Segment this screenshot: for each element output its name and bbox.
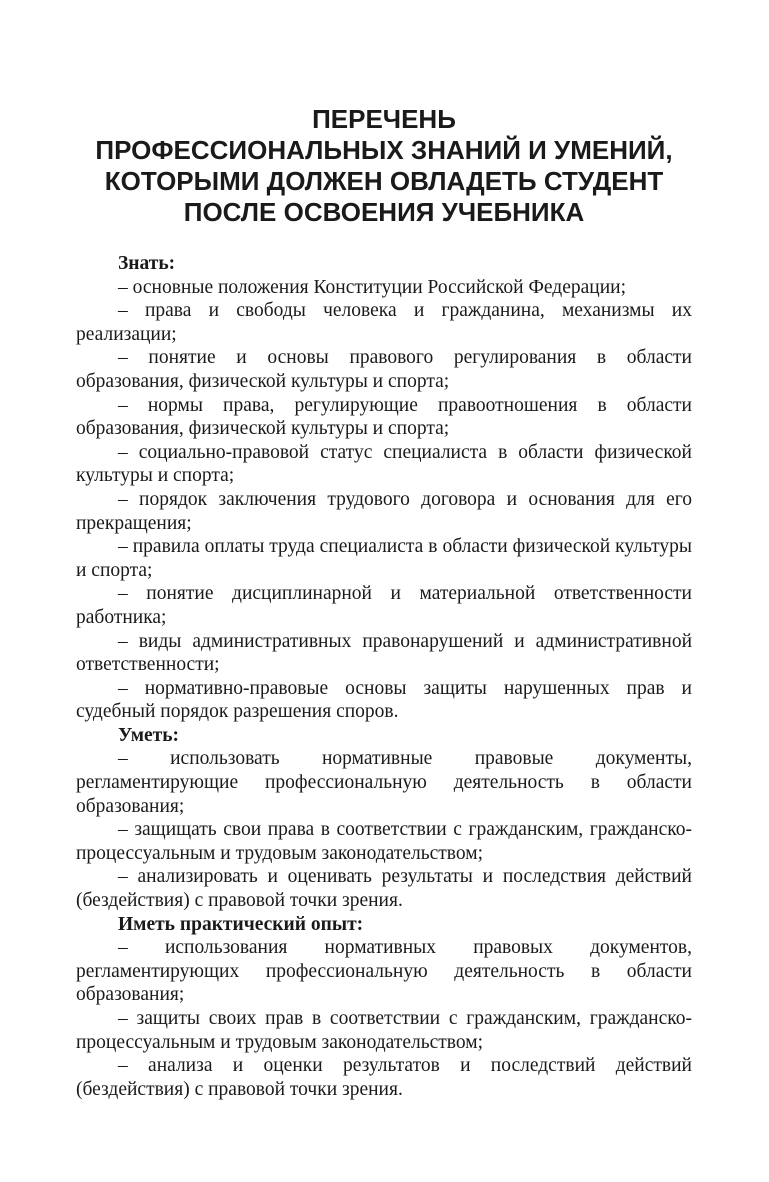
list-item: – основные положения Конституции Российской Федерации; [118, 276, 626, 298]
section-heading-know: Знать: [118, 253, 176, 274]
list-item: – порядок заключения трудового договора и основания для его прекращения; [76, 488, 692, 534]
list-item: – понятие дисциплинарной и материальной ответственности работника; [76, 583, 692, 628]
list-item: – нормы права, регулирующие правоотношения в области образования, физической культуры и спорта; [76, 394, 692, 440]
list-item: – правила оплаты труда специалиста в области физической культуры и спорта; [76, 536, 692, 581]
title-line: ПРОФЕССИОНАЛЬНЫХ ЗНАНИЙ И УМЕНИЙ, [95, 135, 673, 165]
list-item: – нормативно-правовые основы защиты нарушенных прав и судебный порядок разрешения споров. [76, 677, 692, 723]
list-item: – защиты своих прав в соответствии с гражданским, гражданско-процессуальным и трудовым законодательством; [76, 1008, 692, 1053]
document-body [76, 252, 692, 1101]
title-line: ПЕРЕЧЕНЬ [312, 104, 456, 134]
list-item: – анализа и оценки результатов и последствий действий (бездействия) с правовой точки зрения. [76, 1055, 692, 1100]
document-page [76, 104, 692, 1101]
list-item: – виды административных правонарушений и административной ответственности; [76, 630, 692, 676]
list-item: – понятие и основы правового регулирования в области образования, физической культуры и спорта; [76, 347, 692, 392]
title-line: КОТОРЫМИ ДОЛЖЕН ОВЛАДЕТЬ СТУДЕНТ [104, 166, 664, 196]
list-item: – использовать нормативные правовые документы, регламентирующие профессиональную деятельность в области образования; [76, 748, 692, 817]
title-line: ПОСЛЕ ОСВОЕНИЯ УЧЕБНИКА [183, 197, 585, 227]
list-item: – использования нормативных правовых документов, регламентирующих профессиональную деятельность в области образования; [76, 937, 692, 1006]
list-item: – права и свободы человека и гражданина, механизмы их реализации; [76, 300, 692, 345]
list-item: – социально-правовой статус специалиста в области физической культуры и спорта; [76, 441, 692, 487]
section-heading-able: Уметь: [118, 724, 180, 746]
list-item: – анализировать и оценивать результаты и последствия действий (бездействия) с правовой точки зрения. [76, 866, 692, 912]
list-item: – защищать свои права в соответствии с гражданским, гражданско-процессуальным и трудовым законодательством; [76, 819, 692, 864]
section-heading-experience: Иметь практический опыт: [118, 913, 364, 935]
page-title [76, 104, 692, 228]
